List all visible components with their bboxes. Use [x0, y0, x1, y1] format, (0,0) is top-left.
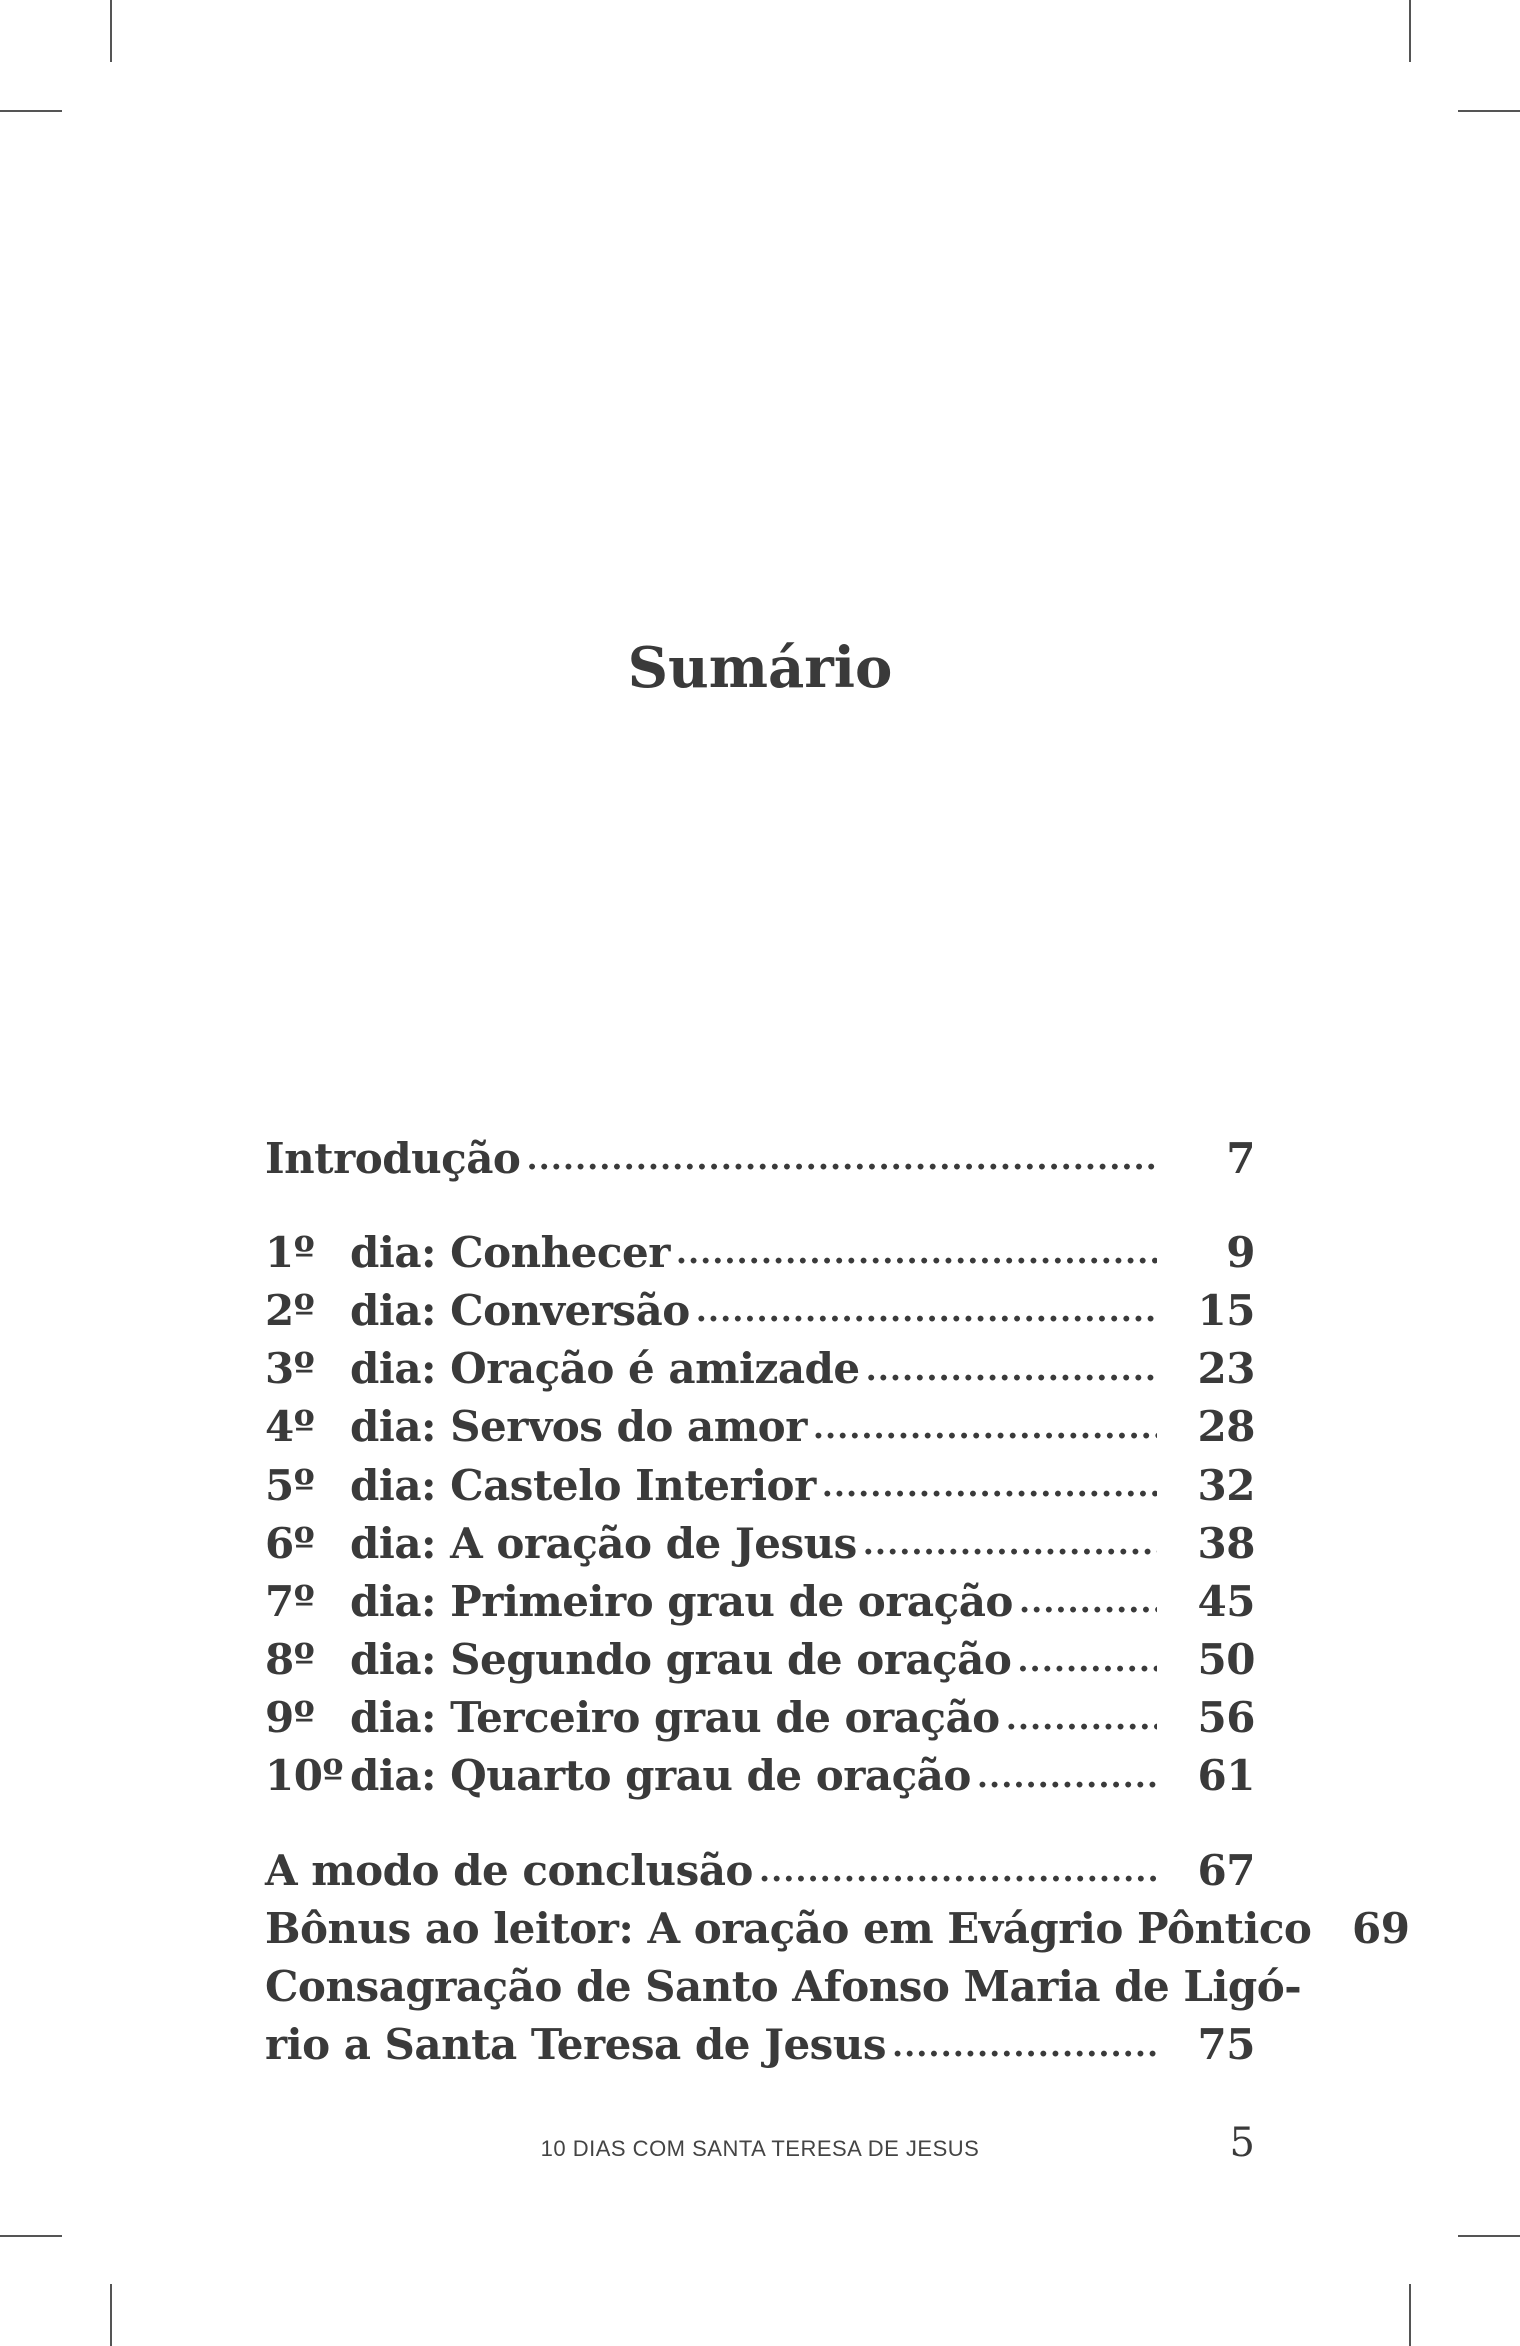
crop-mark [110, 2284, 112, 2346]
toc-entry-page: 56 [1197, 1693, 1255, 1743]
toc-entry-day [265, 1281, 1255, 1339]
toc-entry-text: dia: Servos do amor [350, 1402, 807, 1452]
toc-entry-page: 9 [1226, 1227, 1255, 1277]
toc-entry-text: dia: Segundo grau de oração [350, 1635, 1012, 1685]
toc-entry-consecration-line1 [265, 1957, 1302, 2015]
toc-day-number: 8º [265, 1635, 315, 1685]
toc-entry-day [265, 1340, 1255, 1398]
toc-leader-dots [822, 1466, 1157, 1504]
toc-entry-text: Introdução [265, 1133, 521, 1183]
toc-entry-page: 61 [1197, 1751, 1255, 1801]
toc-leader-dots [866, 1350, 1157, 1388]
toc-entry-page: 38 [1197, 1518, 1255, 1568]
toc-day-number: 6º [265, 1518, 315, 1568]
crop-mark [1458, 110, 1520, 112]
toc-leader-dots [1019, 1582, 1157, 1620]
toc-entry-text: dia: Conhecer [350, 1227, 670, 1277]
toc-day-number: 10º [265, 1751, 343, 1801]
toc-entry-intro [265, 1129, 1255, 1187]
toc-leader-dots [977, 1757, 1157, 1795]
toc-day-number: 1º [265, 1227, 315, 1277]
toc-entry-text: rio a Santa Teresa de Jesus [265, 2020, 886, 2070]
toc-entry-page: 23 [1197, 1344, 1255, 1394]
toc-leader-dots [863, 1524, 1157, 1562]
crop-mark [1458, 2235, 1520, 2237]
toc-entry-day [265, 1223, 1255, 1281]
toc-entry-text: dia: Castelo Interior [350, 1460, 816, 1510]
toc-entry-day [265, 1456, 1255, 1514]
crop-mark [0, 2235, 62, 2237]
toc-entry-text: dia: Conversão [350, 1285, 690, 1335]
toc-entry-page: 69 [1351, 1903, 1410, 1953]
toc-entry-page: 28 [1197, 1402, 1255, 1452]
toc-entry-page: 45 [1197, 1576, 1255, 1626]
toc-entry-text: dia: Oração é amizade [350, 1344, 860, 1394]
toc-entry-page: 7 [1226, 1133, 1255, 1183]
toc-entry-page: 75 [1197, 2020, 1255, 2070]
toc-day-number: 7º [265, 1576, 315, 1626]
crop-mark [1409, 2284, 1411, 2346]
toc-entry-day [265, 1398, 1255, 1456]
toc-entry-conclusion [265, 1841, 1255, 1899]
toc-leader-dots [759, 1851, 1157, 1889]
toc-entry-text: Consagração de Santo Afonso Maria de Ligó- [265, 1962, 1302, 2012]
toc-entry-page: 67 [1197, 1845, 1255, 1895]
toc-leader-dots [813, 1408, 1157, 1446]
toc-leader-dots [676, 1233, 1157, 1271]
toc-day-number: 3º [265, 1344, 315, 1394]
toc-entry-page: 32 [1197, 1460, 1255, 1510]
toc-entry-day [265, 1747, 1255, 1805]
crop-mark [110, 0, 112, 62]
table-of-contents [265, 1129, 1410, 2074]
toc-leader-dots [892, 2026, 1157, 2064]
toc-entry-text: Bônus ao leitor: A oração em Evágrio Pôntico [265, 1903, 1312, 1953]
crop-mark [1409, 0, 1411, 62]
toc-entry-bonus [265, 1899, 1410, 1957]
crop-mark [0, 110, 62, 112]
toc-entry-day [265, 1631, 1255, 1689]
toc-entry-text: A modo de conclusão [265, 1845, 753, 1895]
toc-entry-page: 50 [1197, 1635, 1255, 1685]
page-title: Sumário [627, 635, 893, 701]
toc-entry-consecration-line2 [265, 2016, 1255, 2074]
toc-entry-page: 15 [1197, 1285, 1255, 1335]
toc-leader-dots [1017, 1641, 1157, 1679]
toc-entry-day [265, 1689, 1255, 1747]
toc-day-number: 9º [265, 1693, 315, 1743]
toc-day-number: 5º [265, 1460, 315, 1510]
toc-leader-dots [1006, 1699, 1157, 1737]
toc-entry-text: dia: A oração de Jesus [350, 1518, 857, 1568]
page-number: 5 [1229, 2120, 1255, 2166]
toc-leader-dots [526, 1139, 1157, 1177]
toc-entry-text: dia: Primeiro grau de oração [350, 1576, 1013, 1626]
toc-day-number: 4º [265, 1402, 315, 1452]
running-footer-title: 10 DIAS COM SANTA TERESA DE JESUS [540, 2136, 980, 2161]
toc-entry-day [265, 1514, 1255, 1572]
toc-entry-day [265, 1572, 1255, 1630]
toc-entry-text: dia: Terceiro grau de oração [350, 1693, 1000, 1743]
toc-day-number: 2º [265, 1285, 315, 1335]
toc-entry-text: dia: Quarto grau de oração [350, 1751, 971, 1801]
toc-leader-dots [696, 1291, 1157, 1329]
